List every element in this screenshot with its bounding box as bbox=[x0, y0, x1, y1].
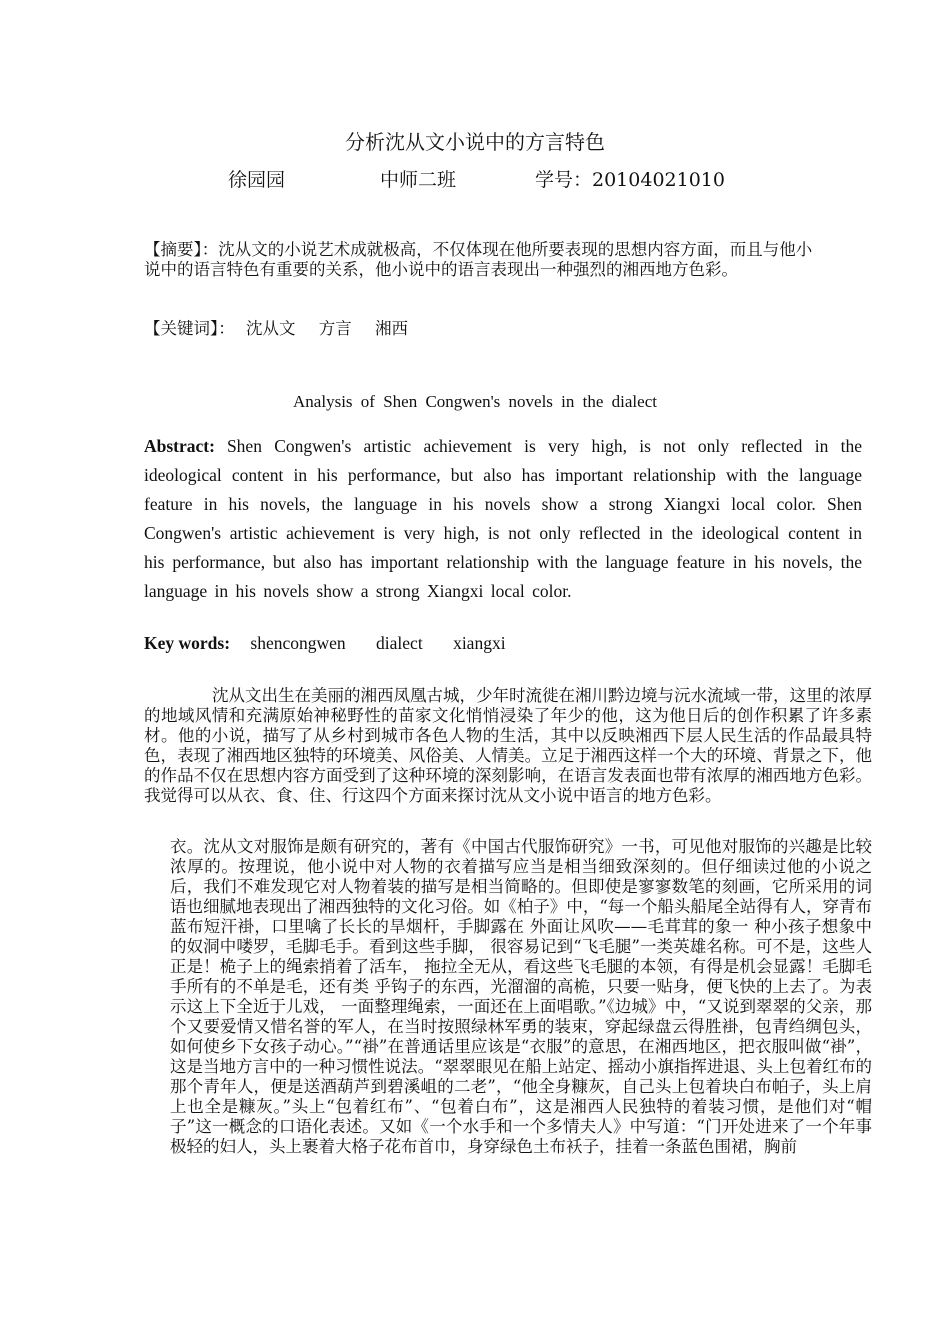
chinese-keyword: 方言 bbox=[318, 319, 352, 338]
english-keyword: dialect bbox=[376, 633, 423, 653]
author-name: 徐园园 bbox=[228, 169, 286, 191]
english-keyword: xiangxi bbox=[453, 633, 506, 653]
body-paragraph-intro: 沈从文出生在美丽的湘西凤凰古城，少年时流徙在湘川黔边境与沅水流域一带，这里的浓厚的地域风情和充满原始神秘野性的苗家文化悄悄浸染了年少的他，这为他日后的创作积累了许多素材。他的小说，描写了从乡村到城市各色人物的生活，其中以反映湘西下层人民生活的作品最具特色，表现了湘西地区独特的环境美、风俗美、人情美。立足于湘西这样一个大的环境、背景之下，他的作品不仅在思想内容方面受到了这种环境的深刻影响，在语言发表面也带有浓厚的湘西地方色彩。我觉得可以从衣、食、住、行这四个方面来探讨沈从文小说中语言的地方色彩。 bbox=[144, 686, 872, 805]
class-name: 中师二班 bbox=[380, 169, 457, 191]
chinese-abstract: 【摘要】：沈从文的小说艺术成就极高，不仅体现在他所要表现的思想内容方面，而且与他小说中的语言特色有重要的关系，他小说中的语言表现出一种强烈的湘西地方色彩。 bbox=[144, 240, 813, 279]
english-abstract bbox=[144, 432, 862, 606]
english-keywords-label: Key words: bbox=[144, 633, 231, 653]
english-keywords bbox=[144, 633, 532, 654]
chinese-keyword: 沈从文 bbox=[246, 319, 296, 338]
english-keyword: shencongwen bbox=[250, 633, 346, 653]
body-paragraph-clothing: 衣。沈从文对服饰是颇有研究的，著有《中国古代服饰研究》一书，可见他对服饰的兴趣是比较浓厚的。按理说，他小说中对人物的衣着描写应当是相当细致深刻的。但仔细读过他的小说之后，我们不难发现它对人物着装的描写是相当简略的。但即使是寥寥数笔的刻画，它所采用的词语也细腻地表现出了湘西独特的文化习俗。如《柏子》中，“每一个船头船尾全站得有人，穿青布蓝布短汗褂，口里噙了长长的旱烟杆，手脚露在 外面让风吹——毛茸茸的象一 种小孩子想象中的奴洞中喽罗，毛脚毛手。看到这些手脚， 很容易记到“飞毛腿”一类英雄名称。可不是，这些人正是！桅子上的绳索捎着了活车， 拖拉全无从，看这些飞毛腿的本领，有得是机会显露！毛脚毛手所有的不单是毛，还有类 乎钩子的东西，光溜溜的高桅，只要一贴身，便飞快的上去了。为表示这上下全近于儿戏， 一面整理绳索，一面还在上面唱歌。”《边城》中，“又说到翠翠的父亲，那个又要爱情又惜名誉的军人，在当时按照绿林军勇的装束，穿起绿盘云得胜褂，包青绉绸包头，如何使乡下女孩子动心。”“褂”在普通话里应该是“衣服”的意思，在湘西地区，把衣服叫做“褂”，这是当地方言中的一种习惯性说法。“翠翠眼见在船上站定、摇动小旗指挥进退、头上包着红布的那个青年人，便是送酒葫芦到碧溪岨的二老”，“他全身糠灰，自己头上包着块白布帕子，头上肩上也全是糠灰。”头上“包着红布”、“包着白布”，这是湘西人民独特的着装习惯，是他们对“帽子”这一概念的口语化表述。又如《一个水手和一个多情夫人》中写道：“门开处进来了一个年事极轻的妇人，头上裹着大格子花布首巾，身穿绿色土布袄子，挂着一条蓝色围裙，胸前 bbox=[170, 837, 872, 1156]
chinese-keyword: 湘西 bbox=[375, 319, 408, 338]
english-abstract-label: Abstract: bbox=[144, 436, 215, 456]
student-id: 学号：20104021010 bbox=[535, 169, 725, 191]
english-title: Analysis of Shen Congwen's novels in the dialect bbox=[293, 392, 657, 411]
english-abstract-text: Shen Congwen's artistic achievement is very high, is not only reflected in the ideological content in his performance, but also has important relationship with the language feature in his novels, the language in his novels show a strong Xiangxi local color. Shen Congwen's artistic achievement is very high, is not only reflected in the ideological content in his performance, but also has important relationship with the language feature in his novels, the language in his novels show a strong Xiangxi local color. bbox=[144, 436, 862, 601]
chinese-keywords bbox=[144, 315, 426, 339]
chinese-keywords-label: 【关键词】： bbox=[144, 319, 235, 338]
paper-title: 分析沈从文小说中的方言特色 bbox=[345, 130, 605, 154]
